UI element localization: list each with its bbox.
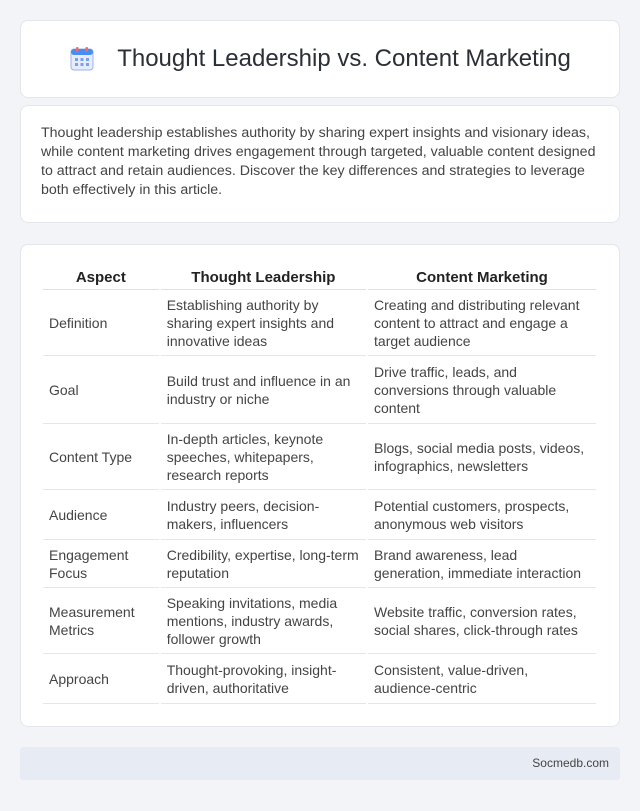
column-header-aspect: Aspect [43,265,159,290]
table-row [43,490,596,540]
thought-leadership-cell: Establishing authority by sharing expert insights and innovative ideas [161,290,366,356]
content-marketing-cell: Consistent, value-driven, audience-centric [368,654,596,704]
table-row [43,654,596,704]
title-card [20,20,620,98]
aspect-cell: Measurement Metrics [43,588,159,654]
footer-bar [20,747,620,780]
table-row [43,588,596,654]
content-marketing-cell: Potential customers, prospects, anonymous web visitors [368,490,596,540]
footer-site-link[interactable]: Socmedb.com [532,756,609,770]
table-row [43,540,596,588]
content-marketing-cell: Blogs, social media posts, videos, infographics, newsletters [368,424,596,490]
calendar-icon [69,46,95,72]
thought-leadership-cell: Industry peers, decision-makers, influencers [161,490,366,540]
content-marketing-cell: Website traffic, conversion rates, social shares, click-through rates [368,588,596,654]
thought-leadership-cell: Thought-provoking, insight-driven, authoritative [161,654,366,704]
column-header-content-marketing: Content Marketing [368,265,596,290]
table-row [43,356,596,424]
content-marketing-cell: Drive traffic, leads, and conversions through valuable content [368,356,596,424]
aspect-cell: Goal [43,356,159,424]
aspect-cell: Definition [43,290,159,356]
table-row [43,424,596,490]
table-header-row [43,265,596,290]
intro-paragraph: Thought leadership establishes authority by sharing expert insights and visionary ideas, while content marketing drives engagement through targeted, valuable content designed to attract and retain audiences. Discover the key differences and strategies to leverage both effectively in this article. [41,125,596,198]
thought-leadership-cell: Credibility, expertise, long-term reputation [161,540,366,588]
content-marketing-cell: Creating and distributing relevant content to attract and engage a target audience [368,290,596,356]
aspect-cell: Audience [43,490,159,540]
aspect-cell: Engagement Focus [43,540,159,588]
thought-leadership-cell: In-depth articles, keynote speeches, whitepapers, research reports [161,424,366,490]
intro-card [20,105,620,223]
thought-leadership-cell: Speaking invitations, media mentions, industry awards, follower growth [161,588,366,654]
thought-leadership-cell: Build trust and influence in an industry or niche [161,356,366,424]
comparison-table-card [20,244,620,727]
page-title: Thought Leadership vs. Content Marketing [117,45,571,72]
column-header-thought-leadership: Thought Leadership [161,265,366,290]
aspect-cell: Content Type [43,424,159,490]
content-marketing-cell: Brand awareness, lead generation, immediate interaction [368,540,596,588]
comparison-table [41,265,598,704]
aspect-cell: Approach [43,654,159,704]
table-row [43,290,596,356]
